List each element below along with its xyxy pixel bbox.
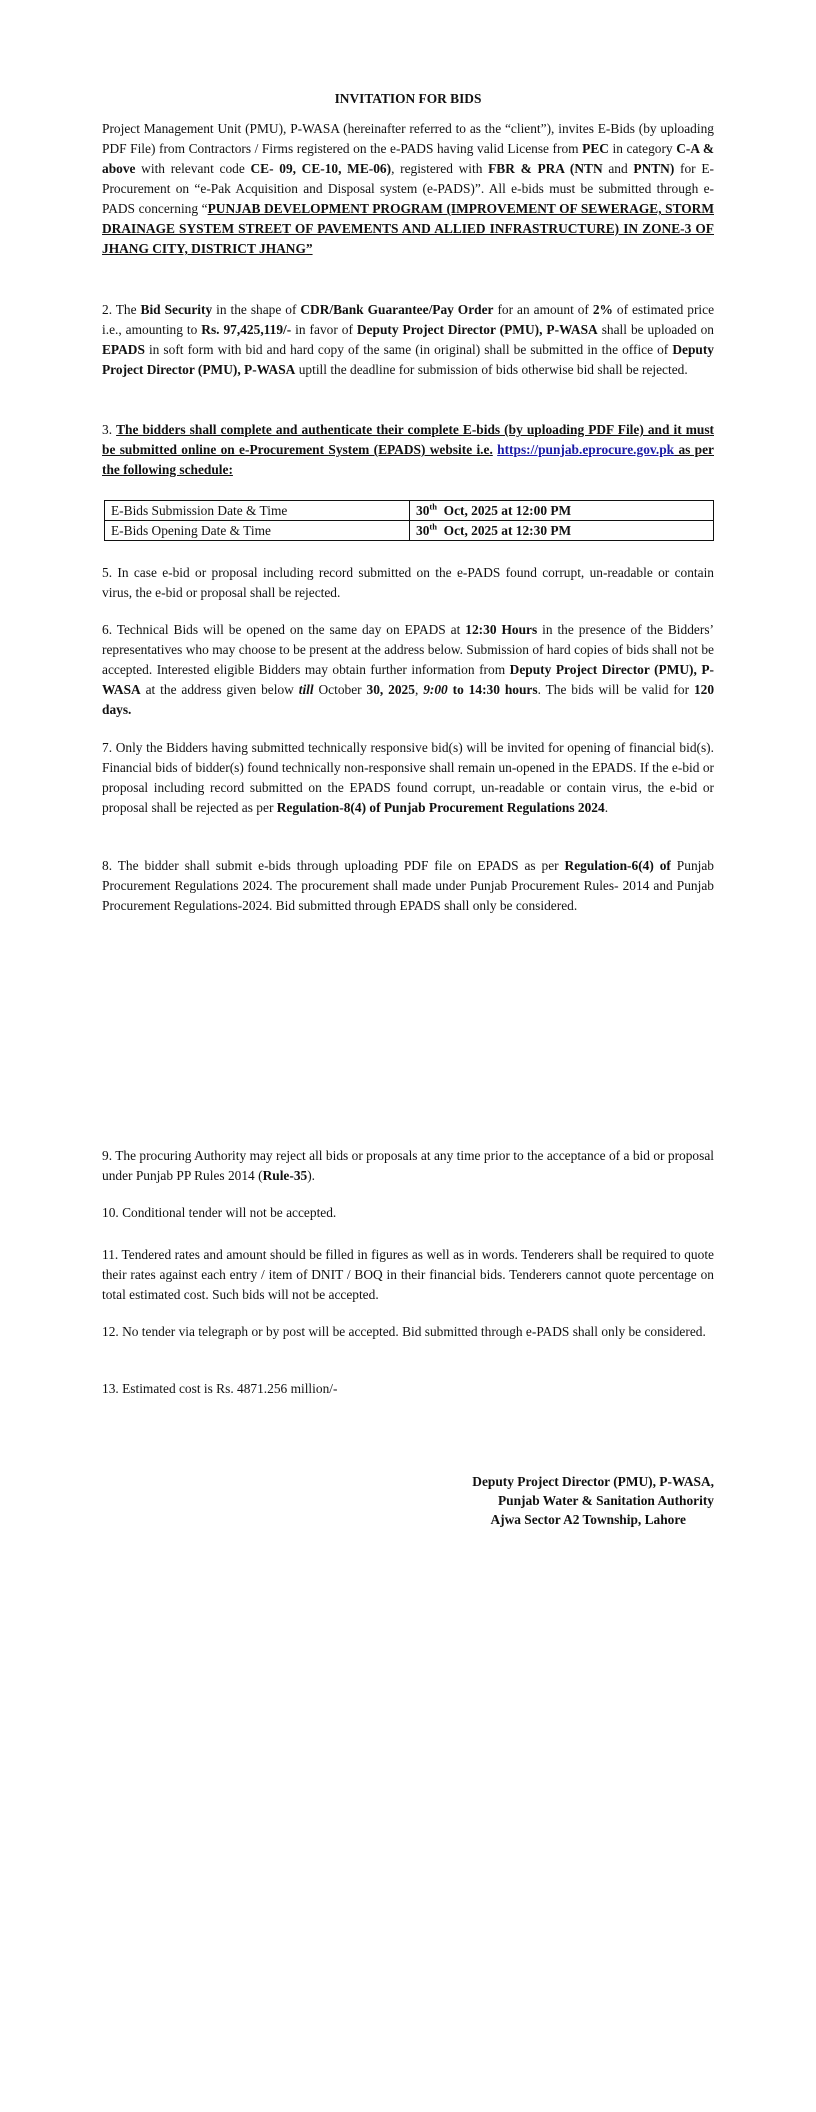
office-label: Deputy Project Director (PMU), P-WASA — [102, 342, 714, 377]
pntn-label: PNTN) — [633, 161, 675, 176]
epads-label: EPADS — [102, 342, 145, 357]
schedule-day: 30 — [416, 503, 430, 518]
clause-3-text: The bidders shall complete and authenticate their complete E-bids (by uploading PDF File) and it must be submitted online on e-Procurement System (EPADS) website i.e. — [102, 422, 714, 457]
clause-text: , — [414, 682, 424, 697]
schedule-datetime: Oct, 2025 at 12:30 PM — [436, 523, 572, 538]
intro-text: Project Management Unit (PMU), P-WASA (hereinafter referred to as the “client”), invites E-Bids (by uploading PDF File) from Contractors / Firms registered on the e-PADS having valid License from — [102, 121, 714, 156]
schedule-value — [410, 501, 714, 521]
clause-6 — [102, 620, 714, 720]
fbr-label: FBR & PRA (NTN — [488, 161, 603, 176]
project-name: PUNJAB DEVELOPMENT PROGRAM (IMPROVEMENT OF SEWERAGE, STORM DRAINAGE SYSTEM STREET OF PAVEMENTS AND ALLIED INFRASTRUCTURE) IN ZONE-3 OF JHANG CITY, DISTRICT JHANG” — [102, 201, 714, 256]
opening-time: 12:30 Hours — [465, 622, 538, 637]
clause-text: 9. The procuring Authority may reject all bids or proposals at any time prior to the acceptance of a bid or proposal under Punjab PP Rules 2014 ( — [102, 1148, 714, 1183]
intro-text: and — [602, 161, 634, 176]
regulation-ref: Regulation-6(4) of — [564, 858, 671, 873]
clause-number: 3. — [102, 422, 117, 437]
security-amount: Rs. 97,425,119/- — [201, 322, 292, 337]
info-date: 30, 2025 — [366, 682, 415, 697]
clause-text: in favor of — [291, 322, 357, 337]
clause-10: 10. Conditional tender will not be accepted. — [102, 1205, 337, 1220]
clause-text: Punjab Procurement Regulations 2024. The procurement shall made under Punjab Procurement Rules- 2014 and Punjab Procurement Regulations-2024. Bid submitted through EPADS shall only be considered. — [102, 858, 715, 913]
intro-text: for E-Procurement on “e-Pak Acquisition and Disposal system (e-PADS)”. All e-bids must be submitted through e-PADS concerning “ — [102, 161, 714, 216]
clause-text: . The bids will be valid for — [537, 682, 694, 697]
schedule-value — [410, 521, 714, 541]
clause-3-tail: as per the following schedule: — [102, 442, 714, 477]
clause-text: October — [313, 682, 367, 697]
schedule-datetime: Oct, 2025 at 12:00 PM — [436, 503, 572, 518]
clause-12: 12. No tender via telegraph or by post will be accepted. Bid submitted through e-PADS shall only be considered. — [102, 1324, 706, 1339]
document-title: INVITATION FOR BIDS — [334, 91, 482, 106]
schedule-label: E-Bids Submission Date & Time — [105, 501, 410, 521]
codes-label: CE- 09, CE-10, ME-06) — [250, 161, 392, 176]
contact-office: Deputy Project Director (PMU), P-WASA — [102, 662, 714, 697]
intro-paragraph — [102, 119, 714, 259]
info-to-time: to 14:30 hours — [447, 682, 538, 697]
signature-title: Deputy Project Director (PMU), P-WASA, — [472, 1474, 714, 1489]
schedule-row — [105, 501, 714, 521]
signature-block — [102, 1472, 714, 1529]
clause-3 — [102, 420, 714, 480]
signature-organization: Punjab Water & Sanitation Authority — [497, 1493, 714, 1508]
epads-website-link[interactable]: https://punjab.eprocure.gov.pk — [497, 442, 675, 457]
clause-text: ). — [307, 1168, 316, 1183]
percent-value: 2% — [592, 302, 613, 317]
info-from-time: 9:00 — [423, 682, 448, 697]
schedule-day: 30 — [416, 523, 430, 538]
clause-text: 8. The bidder shall submit e-bids through uploading PDF file on EPADS as per — [102, 858, 565, 873]
clause-11: 11. Tendered rates and amount should be filled in figures as well as in words. Tenderers shall be required to quote their rates against each entry / item of DNIT / BOQ in their financial bids. Tenderers cannot quote percentage on total estimated cost. Such bids will not be accepted. — [102, 1247, 714, 1302]
clause-text: for an amount of — [493, 302, 593, 317]
clause-text: in the presence of the Bidders’ representatives who may choose to be present at the address below. Submission of hard copies of bids shall not be accepted. Interested eligible Bidders may obtain further information from — [102, 622, 714, 677]
clause-13: 13. Estimated cost is Rs. 4871.256 million/- — [102, 1381, 338, 1396]
schedule-day-suffix: th — [429, 501, 437, 512]
rule-ref: Rule-35 — [262, 1168, 308, 1183]
intro-text: , registered with — [391, 161, 489, 176]
schedule-day-suffix: th — [429, 521, 437, 532]
schedule-label: E-Bids Opening Date & Time — [105, 521, 410, 541]
clause-text: 2. The — [102, 302, 141, 317]
clause-text: at the address given below — [140, 682, 299, 697]
schedule-row — [105, 521, 714, 541]
clause-text: in soft form with bid and hard copy of the same (in original) shall be submitted in the office of — [144, 342, 673, 357]
clause-8 — [102, 856, 714, 916]
bid-security-label: Bid Security — [140, 302, 213, 317]
clause-text: 7. Only the Bidders having submitted technically responsive bid(s) will be invited for opening of financial bid(s). Financial bids of bidder(s) found technically non-responsive shall remain un-opened in the EPADS. If the e-bid or proposal including record submitted on the EPADS found corrupt, un-readable or contain virus, the e-bid or proposal shall be rejected as per — [102, 740, 714, 815]
clause-text: uptill the deadline for submission of bids otherwise bid shall be rejected. — [295, 362, 688, 377]
pec-label: PEC — [582, 141, 609, 156]
clause-2 — [102, 300, 714, 380]
instrument-label: CDR/Bank Guarantee/Pay Order — [300, 302, 494, 317]
clause-7 — [102, 738, 714, 818]
clause-text: . — [604, 800, 609, 815]
category-label: C-A & above — [102, 141, 714, 176]
regulation-ref: Regulation-8(4) of Punjab Procurement Regulations 2024 — [276, 800, 605, 815]
clause-text: 6. Technical Bids will be opened on the same day on EPADS at — [102, 622, 466, 637]
intro-text: with relevant code — [135, 161, 251, 176]
clause-9 — [102, 1146, 714, 1186]
clause-text: of estimated price i.e., amounting to — [102, 302, 715, 337]
favor-of: Deputy Project Director (PMU), P-WASA — [356, 322, 598, 337]
clause-5: 5. In case e-bid or proposal including record submitted on the e-PADS found corrupt, un-readable or contain virus, the e-bid or proposal shall be rejected. — [102, 565, 714, 600]
bid-validity: 120 days. — [102, 682, 715, 717]
signature-address: Ajwa Sector A2 Township, Lahore — [490, 1512, 686, 1527]
clause-text: in the shape of — [212, 302, 301, 317]
clause-text: shall be uploaded on — [597, 322, 715, 337]
schedule-table — [104, 500, 714, 541]
till-label: till — [298, 682, 314, 697]
intro-text: in category — [608, 141, 677, 156]
